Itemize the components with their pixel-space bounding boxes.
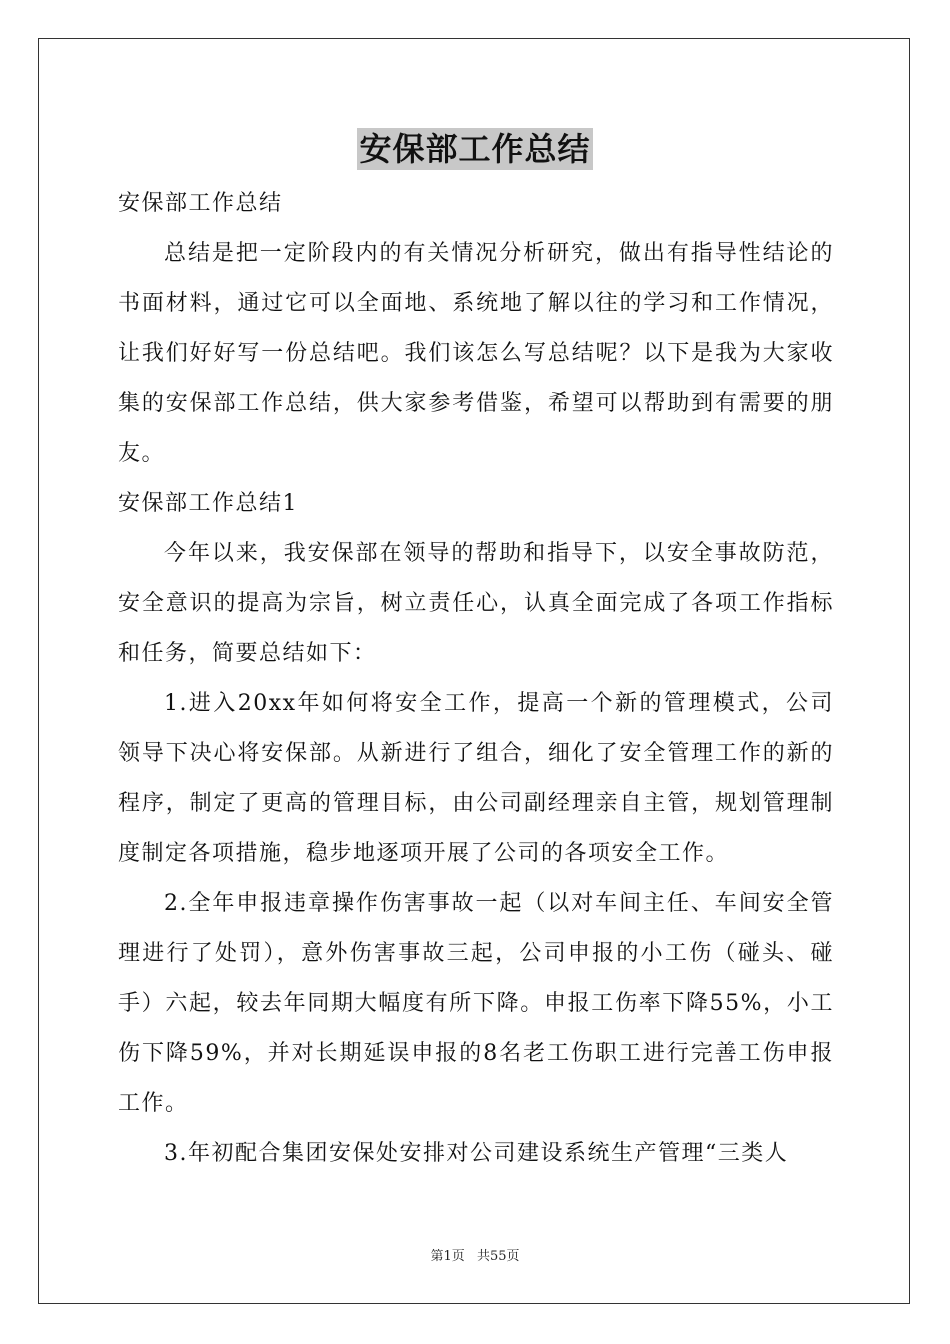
page-number: 第1页	[430, 1249, 465, 1264]
body-paragraph: 今年以来，我安保部在领导的帮助和指导下，以安全事故防范，安全意识的提高为宗旨，树立责任心，认真全面完成了各项工作指标和任务，简要总结如下：	[118, 541, 834, 666]
page-footer	[0, 1245, 950, 1264]
document-body	[118, 179, 834, 1179]
body-paragraph: 1.进入20xx年如何将安全工作，提高一个新的管理模式，公司领导下决心将安保部。从新进行了组合，细化了安全管理工作的新的程序，制定了更高的管理目标，由公司副经理亲自主管，规划管理制度制定各项措施，稳步地逐项开展了公司的各项安全工作。	[118, 691, 834, 866]
page-total: 共55页	[476, 1249, 520, 1264]
body-paragraph: 2.全年申报违章操作伤害事故一起（以对车间主任、车间安全管理进行了处罚），意外伤害事故三起，公司申报的小工伤（碰头、碰手）六起，较去年同期大幅度有所下降。申报工伤率下降55%，小工伤下降59%，并对长期延误申报的8名老工伤职工进行完善工伤申报工作。	[118, 891, 834, 1116]
title-container	[0, 128, 950, 170]
body-paragraph: 3.年初配合集团安保处安排对公司建设系统生产管理“三类人	[164, 1141, 789, 1166]
document-subtitle: 安保部工作总结	[118, 191, 283, 216]
document-title: 安保部工作总结	[359, 130, 591, 168]
section-heading: 安保部工作总结1	[118, 491, 298, 516]
intro-paragraph: 总结是把一定阶段内的有关情况分析研究，做出有指导性结论的书面材料，通过它可以全面地、系统地了解以往的学习和工作情况，让我们好好写一份总结吧。我们该怎么写总结呢？以下是我为大家收集的安保部工作总结，供大家参考借鉴，希望可以帮助到有需要的朋友。	[118, 241, 834, 466]
